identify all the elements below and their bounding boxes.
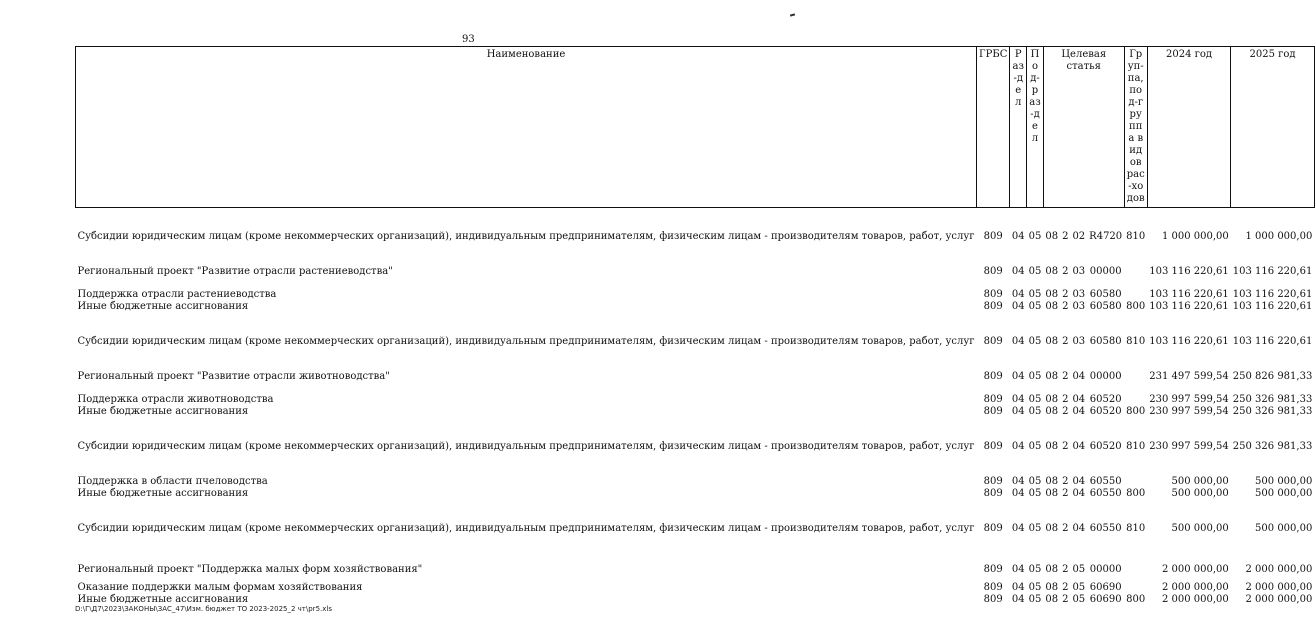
- row-podrazdel: 05: [1028, 394, 1042, 405]
- row-expense-type: [1124, 394, 1147, 406]
- row-podrazdel: 05: [1028, 476, 1042, 487]
- row-target-program: 08: [1045, 231, 1059, 242]
- row-podrazdel: 05: [1028, 488, 1042, 499]
- row-target-project: 05: [1072, 594, 1086, 605]
- row-grbs: 809: [983, 441, 1003, 452]
- header-razdel: Раз-дел: [1010, 47, 1027, 208]
- row-target-subprogram: 2: [1062, 371, 1069, 382]
- spacer-cell: [76, 500, 1315, 511]
- row-expense-type: [1124, 476, 1147, 488]
- row-razdel: 04: [1011, 523, 1025, 534]
- row-podrazdel: 05: [1028, 301, 1042, 312]
- row-target-program: 08: [1045, 266, 1059, 277]
- row-target-program: 08: [1045, 523, 1059, 534]
- budget-table: [75, 46, 1315, 606]
- row-spacer: [76, 500, 1315, 511]
- row-amount-2024: 500 000,00: [1171, 523, 1229, 534]
- row-podrazdel: 05: [1028, 406, 1042, 417]
- row-name: Субсидии юридическим лицам (кроме некоммерческих организаций), индивидуальным предпринимателям, физическим лицам - производителям товаров, работ, услуг: [77, 336, 975, 347]
- row-amount-2024: 231 497 599,54: [1149, 371, 1229, 382]
- row-expense-type: 810: [1126, 523, 1146, 534]
- row-razdel: 04: [1011, 266, 1025, 277]
- row-amount-2025: 250 326 981,33: [1232, 441, 1313, 452]
- table-row: [76, 266, 1315, 278]
- row-razdel: 04: [1011, 231, 1025, 242]
- table-row: [76, 371, 1315, 383]
- table-row: [76, 582, 1315, 594]
- row-razdel: 04: [1011, 488, 1025, 499]
- row-grbs: 809: [983, 394, 1003, 405]
- row-target-direction: 00000: [1089, 371, 1122, 382]
- table-row: [76, 511, 1315, 547]
- row-target-subprogram: 2: [1062, 394, 1069, 405]
- row-target-program: 08: [1045, 394, 1059, 405]
- row-amount-2025: 103 116 220,61: [1232, 301, 1313, 312]
- row-spacer: [76, 547, 1315, 558]
- row-target-subprogram: 2: [1062, 289, 1069, 300]
- header-vid: Груп-па, под-группа видов рас-ходов: [1124, 47, 1147, 208]
- row-target-direction: 60520: [1089, 406, 1122, 417]
- row-target-program: 08: [1045, 594, 1059, 605]
- row-amount-2025: 500 000,00: [1255, 523, 1313, 534]
- table-body: [76, 208, 1315, 607]
- row-target-direction: 60690: [1089, 594, 1122, 605]
- row-target-direction: 60550: [1089, 488, 1122, 499]
- row-amount-2024: 103 116 220,61: [1149, 289, 1229, 300]
- row-amount-2024: 1 000 000,00: [1161, 231, 1229, 242]
- row-name: Иные бюджетные ассигнования: [77, 406, 249, 417]
- row-target-subprogram: 2: [1062, 582, 1069, 593]
- row-grbs: 809: [983, 564, 1003, 575]
- row-target-direction: 00000: [1089, 564, 1122, 575]
- spacer-cell: [76, 360, 1315, 371]
- row-grbs: 809: [983, 289, 1003, 300]
- row-razdel: 04: [1011, 564, 1025, 575]
- row-razdel: 04: [1011, 336, 1025, 347]
- row-amount-2024: 500 000,00: [1171, 488, 1229, 499]
- row-podrazdel: 05: [1028, 441, 1042, 452]
- row-name: Иные бюджетные ассигнования: [77, 301, 249, 312]
- row-amount-2025: 103 116 220,61: [1232, 266, 1313, 277]
- row-target-project: 04: [1072, 406, 1086, 417]
- row-target-project: 05: [1072, 564, 1086, 575]
- row-razdel: 04: [1011, 301, 1025, 312]
- row-spacer: [76, 383, 1315, 394]
- spacer-cell: [76, 278, 1315, 289]
- row-grbs: 809: [983, 301, 1003, 312]
- row-target-subprogram: 2: [1062, 301, 1069, 312]
- row-target-subprogram: 2: [1062, 266, 1069, 277]
- row-razdel: 04: [1011, 406, 1025, 417]
- row-target-subprogram: 2: [1062, 564, 1069, 575]
- pen-mark: [790, 13, 795, 16]
- row-name: Иные бюджетные ассигнования: [77, 488, 249, 499]
- row-spacer: [76, 418, 1315, 429]
- row-expense-type: 800: [1126, 488, 1146, 499]
- row-podrazdel: 05: [1028, 371, 1042, 382]
- row-grbs: 809: [983, 336, 1003, 347]
- spacer-cell: [76, 547, 1315, 558]
- row-target-direction: 60580: [1089, 301, 1122, 312]
- table-row: [76, 429, 1315, 465]
- row-grbs: 809: [983, 488, 1003, 499]
- header-podrazdel: Под-раз-дел: [1027, 47, 1044, 208]
- header-grbs: ГРБС: [977, 47, 1010, 208]
- row-amount-2025: 500 000,00: [1255, 488, 1313, 499]
- row-spacer: [76, 360, 1315, 371]
- row-target-direction: 60580: [1089, 289, 1122, 300]
- row-target-direction: R4720: [1089, 231, 1123, 242]
- row-target-subprogram: 2: [1062, 488, 1069, 499]
- header-name: Наименование: [76, 47, 977, 208]
- row-target-program: 08: [1045, 289, 1059, 300]
- row-expense-type: 810: [1126, 441, 1146, 452]
- header-row: [76, 47, 1315, 208]
- row-target-direction: 60550: [1089, 523, 1122, 534]
- row-podrazdel: 05: [1028, 266, 1042, 277]
- row-target-project: 02: [1072, 231, 1086, 242]
- row-target-direction: 00000: [1089, 266, 1122, 277]
- row-expense-type: [1124, 582, 1147, 594]
- row-target-program: 08: [1045, 406, 1059, 417]
- row-name: Субсидии юридическим лицам (кроме некоммерческих организаций), индивидуальным предпринимателям, физическим лицам - производителям товаров, работ, услуг: [77, 231, 975, 242]
- row-target-program: 08: [1045, 441, 1059, 452]
- spacer-cell: [76, 255, 1315, 266]
- row-target-project: 04: [1072, 488, 1086, 499]
- row-amount-2025: 2 000 000,00: [1245, 594, 1313, 605]
- spacer-cell: [76, 383, 1315, 394]
- spacer-cell: [76, 313, 1315, 324]
- row-amount-2024: 230 997 599,54: [1149, 394, 1229, 405]
- row-amount-2024: 500 000,00: [1171, 476, 1229, 487]
- row-target-project: 04: [1072, 371, 1086, 382]
- row-grbs: 809: [983, 594, 1003, 605]
- row-target-subprogram: 2: [1062, 476, 1069, 487]
- row-razdel: 04: [1011, 371, 1025, 382]
- row-amount-2025: 2 000 000,00: [1245, 582, 1313, 593]
- row-razdel: 04: [1011, 441, 1025, 452]
- spacer-cell: [76, 418, 1315, 429]
- row-expense-type: [1124, 558, 1147, 582]
- row-grbs: 809: [983, 582, 1003, 593]
- row-target-project: 04: [1072, 394, 1086, 405]
- table-row: [76, 219, 1315, 255]
- row-amount-2025: 2 000 000,00: [1245, 564, 1313, 575]
- table-row: [76, 324, 1315, 360]
- row-target-direction: 60550: [1089, 476, 1122, 487]
- table-row: [76, 488, 1315, 500]
- table-row: [76, 394, 1315, 406]
- row-target-project: 04: [1072, 441, 1086, 452]
- row-target-direction: 60580: [1089, 336, 1122, 347]
- row-amount-2025: 103 116 220,61: [1232, 336, 1313, 347]
- row-amount-2024: 2 000 000,00: [1161, 582, 1229, 593]
- row-amount-2025: 250 326 981,33: [1232, 394, 1313, 405]
- row-expense-type: 800: [1126, 406, 1146, 417]
- row-name: Поддержка в области пчеловодства: [77, 476, 268, 487]
- row-name: Иные бюджетные ассигнования: [77, 594, 249, 605]
- row-grbs: 809: [983, 371, 1003, 382]
- row-expense-type: 800: [1126, 594, 1146, 605]
- row-expense-type: 810: [1126, 231, 1146, 242]
- row-target-project: 05: [1072, 582, 1086, 593]
- row-amount-2025: 500 000,00: [1255, 476, 1313, 487]
- row-amount-2025: 250 326 981,33: [1232, 406, 1313, 417]
- row-target-program: 08: [1045, 371, 1059, 382]
- row-podrazdel: 05: [1028, 336, 1042, 347]
- row-expense-type: [1124, 266, 1147, 278]
- row-target-project: 04: [1072, 476, 1086, 487]
- row-podrazdel: 05: [1028, 594, 1042, 605]
- row-spacer: [76, 313, 1315, 324]
- row-target-project: 03: [1072, 301, 1086, 312]
- row-podrazdel: 05: [1028, 582, 1042, 593]
- row-name: Региональный проект "Развитие отрасли растениеводства": [77, 266, 393, 277]
- row-grbs: 809: [983, 266, 1003, 277]
- header-target: Целевая статья: [1043, 47, 1124, 208]
- row-name: Поддержка отрасли животноводства: [77, 394, 274, 405]
- row-target-direction: 60690: [1089, 582, 1122, 593]
- row-spacer: [76, 208, 1315, 220]
- row-target-subprogram: 2: [1062, 231, 1069, 242]
- row-target-project: 03: [1072, 266, 1086, 277]
- spacer-cell: [76, 465, 1315, 476]
- row-expense-type: 800: [1126, 301, 1146, 312]
- row-target-project: 03: [1072, 336, 1086, 347]
- row-target-direction: 60520: [1089, 394, 1122, 405]
- row-razdel: 04: [1011, 476, 1025, 487]
- table-row: [76, 406, 1315, 418]
- row-target-program: 08: [1045, 301, 1059, 312]
- page-number: 93: [462, 34, 475, 45]
- row-podrazdel: 05: [1028, 289, 1042, 300]
- row-name: Субсидии юридическим лицам (кроме некоммерческих организаций), индивидуальным предпринимателям, физическим лицам - производителям товаров, работ, услуг: [77, 441, 975, 452]
- row-target-program: 08: [1045, 564, 1059, 575]
- row-target-direction: 60520: [1089, 441, 1122, 452]
- row-amount-2024: 230 997 599,54: [1149, 441, 1229, 452]
- table-row: [76, 558, 1315, 582]
- row-grbs: 809: [983, 476, 1003, 487]
- row-spacer: [76, 255, 1315, 266]
- row-amount-2025: 1 000 000,00: [1245, 231, 1313, 242]
- row-amount-2025: 103 116 220,61: [1232, 289, 1313, 300]
- row-podrazdel: 05: [1028, 523, 1042, 534]
- row-target-program: 08: [1045, 336, 1059, 347]
- row-target-project: 04: [1072, 523, 1086, 534]
- row-razdel: 04: [1011, 289, 1025, 300]
- row-razdel: 04: [1011, 394, 1025, 405]
- row-target-subprogram: 2: [1062, 594, 1069, 605]
- row-grbs: 809: [983, 523, 1003, 534]
- row-target-subprogram: 2: [1062, 523, 1069, 534]
- spacer-cell: [76, 208, 1315, 220]
- row-target-project: 03: [1072, 289, 1086, 300]
- row-amount-2024: 103 116 220,61: [1149, 336, 1229, 347]
- row-amount-2025: 250 826 981,33: [1232, 371, 1313, 382]
- row-amount-2024: 2 000 000,00: [1161, 564, 1229, 575]
- row-spacer: [76, 278, 1315, 289]
- header-2024: 2024 год: [1147, 47, 1231, 208]
- row-expense-type: 810: [1126, 336, 1146, 347]
- row-target-program: 08: [1045, 488, 1059, 499]
- row-amount-2024: 2 000 000,00: [1161, 594, 1229, 605]
- footer-file-path: D:\Г\Д7\2023\ЗАКОНЫ\ЗАС_47\Изм. бюджет ТО 2023-2025_2 чт\pr5.xls: [75, 605, 332, 613]
- row-grbs: 809: [983, 231, 1003, 242]
- row-name: Поддержка отрасли растениеводства: [77, 289, 277, 300]
- header-2025: 2025 год: [1231, 47, 1315, 208]
- table-row: [76, 289, 1315, 301]
- table-row: [76, 476, 1315, 488]
- row-target-subprogram: 2: [1062, 336, 1069, 347]
- row-grbs: 809: [983, 406, 1003, 417]
- row-podrazdel: 05: [1028, 231, 1042, 242]
- row-target-subprogram: 2: [1062, 441, 1069, 452]
- row-expense-type: [1124, 289, 1147, 301]
- row-target-program: 08: [1045, 582, 1059, 593]
- row-target-program: 08: [1045, 476, 1059, 487]
- row-amount-2024: 230 997 599,54: [1149, 406, 1229, 417]
- row-name: Оказание поддержки малым формам хозяйствования: [77, 582, 363, 593]
- row-target-subprogram: 2: [1062, 406, 1069, 417]
- row-name: Региональный проект "Поддержка малых форм хозяйствования": [77, 564, 423, 575]
- row-spacer: [76, 465, 1315, 476]
- row-amount-2024: 103 116 220,61: [1149, 301, 1229, 312]
- row-name: Субсидии юридическим лицам (кроме некоммерческих организаций), индивидуальным предпринимателям, физическим лицам - производителям товаров, работ, услуг: [77, 523, 975, 534]
- row-expense-type: [1124, 371, 1147, 383]
- row-amount-2024: 103 116 220,61: [1149, 266, 1229, 277]
- row-podrazdel: 05: [1028, 564, 1042, 575]
- table-row: [76, 301, 1315, 313]
- row-name: Региональный проект "Развитие отрасли животноводства": [77, 371, 390, 382]
- row-razdel: 04: [1011, 594, 1025, 605]
- row-razdel: 04: [1011, 582, 1025, 593]
